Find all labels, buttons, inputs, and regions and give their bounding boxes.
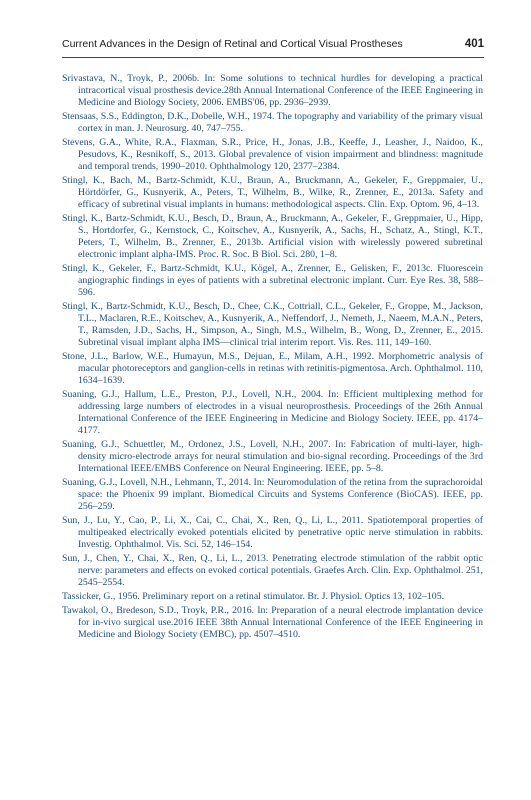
page-number: 401 xyxy=(464,38,484,50)
reference-entry: Stingl, K., Bartz-Schmidt, K.U., Besch, D., Chee, C.K., Cottriall, C.L., Gekeler, F., Groppe, M., Jackson, T.L., Maclaren, R.E., Koitschev, A., Kusnyerik, A., Neffendorf, J., Nemeth, J., Naeem, M.A.N., Peters, T., Ramsden, J.D., Sachs, H., Simpson, A., Singh, M.S., Wilhelm, B., Wong, D., Zrenner, E., 2015. Subretinal visual implant alpha IMS—clinical trial interim report. Vis. Res. 111, 149–160. xyxy=(62,301,483,348)
reference-entry: Suaning, G.J., Hallum, L.E., Preston, P.J., Lovell, N.H., 2004. In: Efficient multiplexing method for addressing large numbers of electrodes in a visual neuroprosthesis. Proceedings of the 26th Annual International Conference of the IEEE Engineering in Medicine and Biology Society. IEEE, pp. 4174–4177. xyxy=(62,389,483,436)
reference-entry: Stingl, K., Gekeler, F., Bartz-Schmidt, K.U., Kögel, A., Zrenner, E., Gelisken, F., 2013c. Fluorescein angiographic findings in eyes of patients with a subretinal electronic implant. Curr. Eye Res. 38, 588–596. xyxy=(62,263,483,298)
reference-entry: Sun, J., Chen, Y., Chai, X., Ren, Q., Li, L., 2013. Penetrating electrode stimulation of the rabbit optic nerve: parameters and effects on evoked cortical potentials. Graefes Arch. Clin. Exp. Ophthalmol. 251, 2545–2554. xyxy=(62,553,483,588)
reference-entry: Stensaas, S.S., Eddington, D.K., Dobelle, W.H., 1974. The topography and variability of the primary visual cortex in man. J. Neurosurg. 40, 747–755. xyxy=(62,111,483,134)
reference-list xyxy=(62,73,483,643)
reference-entry: Suaning, G.J., Lovell, N.H., Lehmann, T., 2014. In: Neuromodulation of the retina from the suprachoroidal space: the Phoenix 99 implant. Biomedical Circuits and Systems Conference (BioCAS). IEEE, pp. 256–259. xyxy=(62,476,483,512)
reference-entry: Stingl, K., Bartz-Schmidt, K.U., Besch, D., Braun, A., Bruckmann, A., Gekeler, F., Greppmaier, U., Hipp, S., Hortdorfer, G., Kernstock, C., Koitschev, A., Kusnyerik, A., Sachs, H., Schatz, A., Stingl, K.T., Peters, T., Wilhelm, B., Zrenner, E., 2013b. Artificial vision with wirelessly powered subretinal electronic implant alpha-IMS. Proc. R. Soc. B Biol. Sci. 280, 1–8. xyxy=(62,213,483,260)
running-title: Current Advances in the Design of Retinal and Cortical Visual Prostheses xyxy=(62,38,403,50)
reference-entry: Sun, J., Lu, Y., Cao, P., Li, X., Cai, C., Chai, X., Ren, Q., Li, L., 2011. Spatiotemporal properties of multipeaked electrically evoked potentials elicited by penetrative optic nerve stimulation in rabbits. Investig. Ophthalmol. Vis. Sci. 52, 146–154. xyxy=(62,514,483,550)
reference-entry: Srivastava, N., Troyk, P., 2006b. In: Some solutions to technical hurdles for developing a practical intracortical visual prosthesis device.28th Annual International Conference of the IEEE Engineering in Medicine and Biology Society, 2006. EMBS'06, pp. 2936–2939. xyxy=(62,73,483,108)
header-rule xyxy=(62,57,484,58)
running-header xyxy=(62,38,484,54)
reference-entry: Stevens, G.A., White, R.A., Flaxman, S.R., Price, H., Jonas, J.B., Keeffe, J., Leasher, J., Naidoo, K., Pesudovs, K., Resnikoff, S., 2013. Global prevalence of vision impairment and blindness: magnitude and temporal trends, 1990–2010. Ophthalmology 120, 2377–2384. xyxy=(62,137,483,172)
reference-entry: Stone, J.L., Barlow, W.E., Humayun, M.S., Dejuan, E., Milam, A.H., 1992. Morphometric analysis of macular photoreceptors and ganglion-cells in retinas with retinitis-pigmentosa. Arch. Ophthalmol. 110, 1634–1639. xyxy=(62,351,483,386)
reference-entry: Stingl, K., Bach, M., Bartz-Schmidt, K.U., Braun, A., Bruckmann, A., Gekeler, F., Greppmaier, U., Hörtdörfer, G., Kusnyerik, A., Peters, T., Wilhelm, B., Wilke, R., Zrenner, E., 2013a. Safety and efficacy of subretinal visual implants in humans: methodological aspects. Clin. Exp. Optom. 96, 4–13. xyxy=(62,175,483,210)
reference-entry: Tawakol, O., Bredeson, S.D., Troyk, P.R., 2016. In: Preparation of a neural electrode implantation device for in-vivo surgical use.2016 IEEE 38th Annual International Conference of the IEEE Engineering in Medicine and Biology Society (EMBC), pp. 4507–4510. xyxy=(62,605,483,641)
reference-entry: Suaning, G.J., Schuettler, M., Ordonez, J.S., Lovell, N.H., 2007. In: Fabrication of multi-layer, high-density micro-electrode arrays for neural stimulation and bio-signal recording. Proceedings of the 3rd International IEEE/EMBS Conference on Neural Engineering. IEEE, pp. 5–8. xyxy=(62,438,483,474)
reference-entry: Tassicker, G., 1956. Preliminary report on a retinal stimulator. Br. J. Physiol. Optics 13, 102–105. xyxy=(62,591,445,603)
